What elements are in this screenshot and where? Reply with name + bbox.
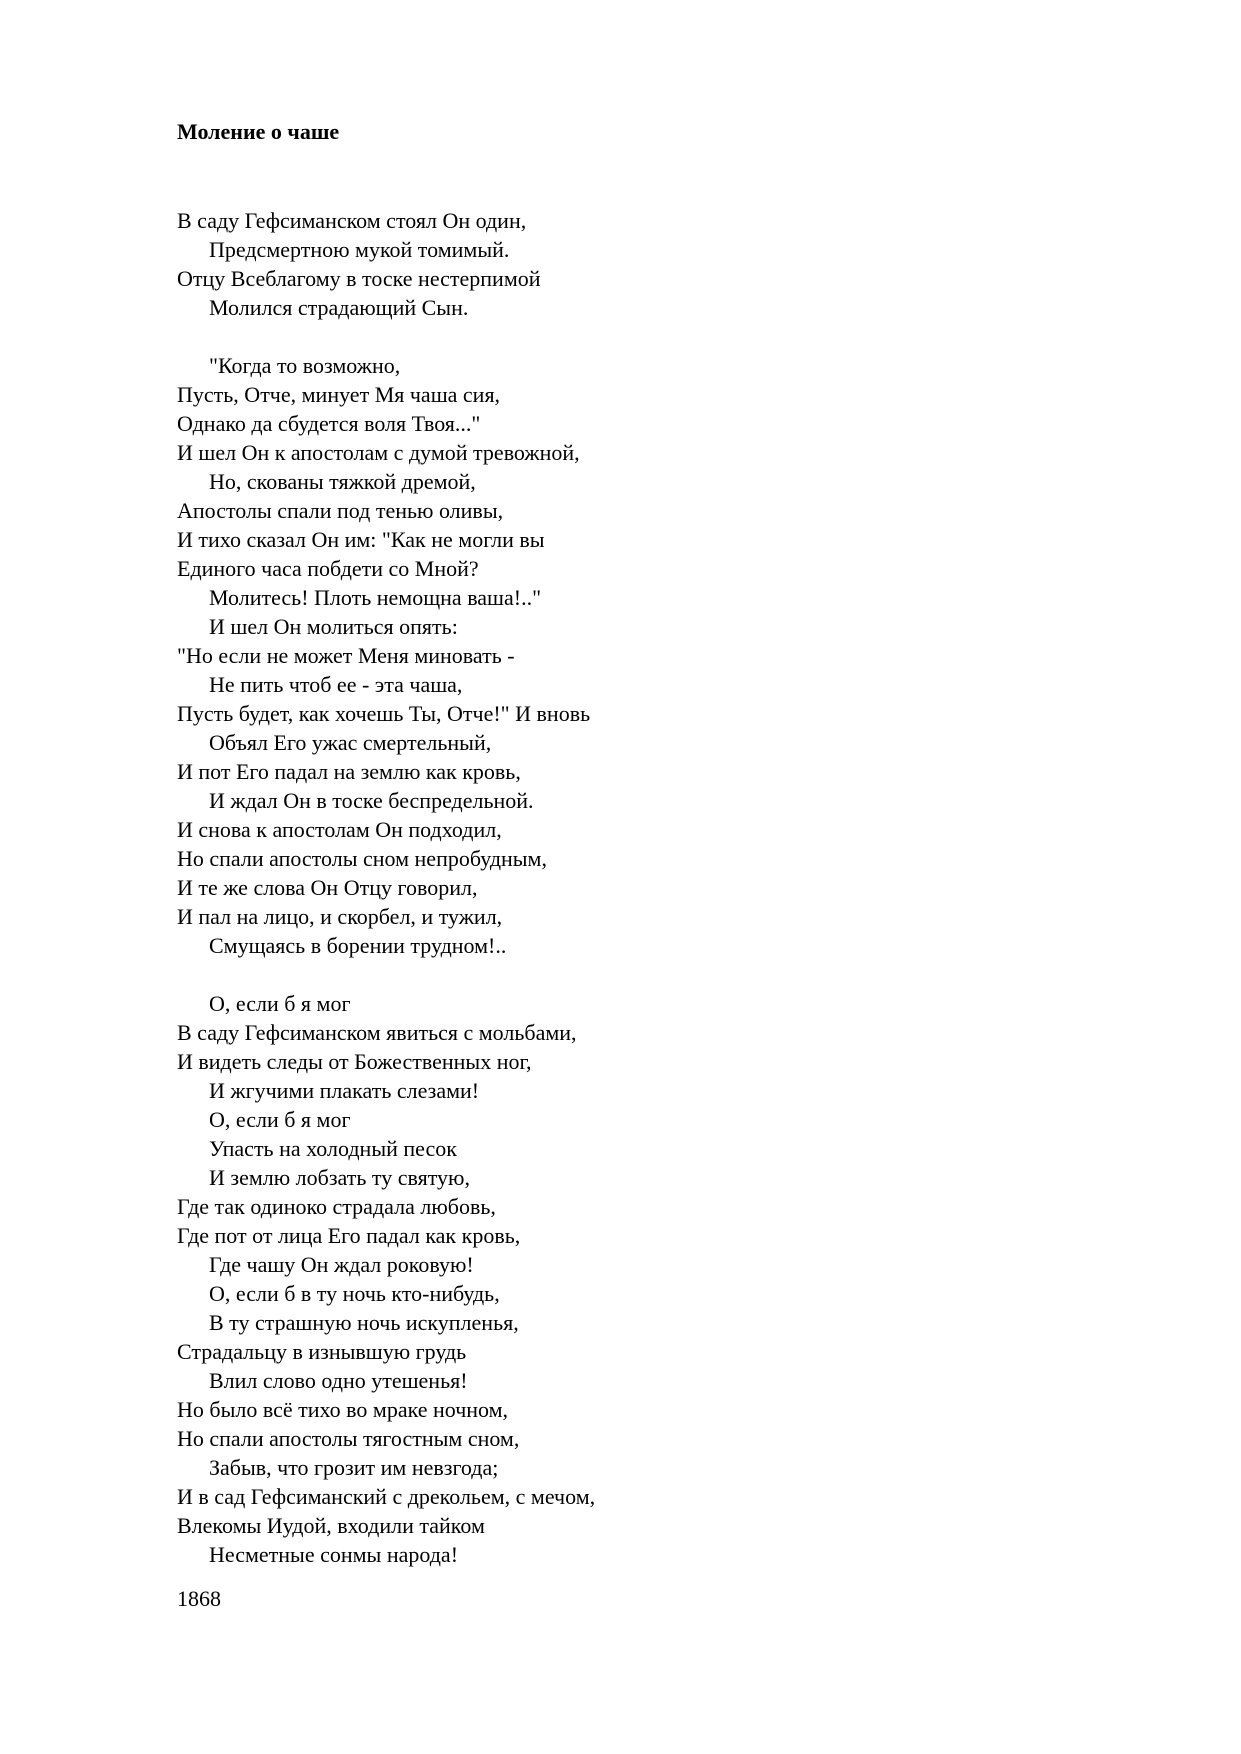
poem-title: Моление о чаше — [177, 119, 340, 144]
poem-line: И тихо сказал Он им: "Как не могли вы — [177, 527, 545, 552]
poem-line: "Но если не может Меня миновать - — [177, 643, 515, 668]
stanza — [177, 206, 1177, 322]
poem-line: Молитесь! Плоть немощна ваша!.." — [209, 585, 542, 610]
poem-line: И пал на лицо, и скорбел, и тужил, — [177, 904, 503, 929]
poem-line: Смущаясь в борении трудном!.. — [209, 933, 507, 958]
poem-line: И землю лобзать ту святую, — [209, 1165, 470, 1190]
poem-line: И шел Он к апостолам с думой тревожной, — [177, 440, 580, 465]
poem-line: И жгучими плакать слезами! — [209, 1078, 480, 1103]
poem-line: И в сад Гефсиманский с дрекольем, с мечом, — [177, 1484, 596, 1509]
poem-line: Страдальцу в изнывшую грудь — [177, 1339, 467, 1364]
poem-line: И шел Он молиться опять: — [209, 614, 458, 639]
poem-line: В саду Гефсиманском стоял Он один, — [177, 208, 527, 233]
poem-line: И ждал Он в тоске беспредельной. — [209, 788, 534, 813]
poem-line: Пусть будет, как хочешь Ты, Отче!" И вновь — [177, 701, 591, 726]
poem-line: Однако да сбудется воля Твоя..." — [177, 411, 481, 436]
poem-line: Не пить чтоб ее - эта чаша, — [209, 672, 463, 697]
poem-line: Отцу Всеблагому в тоске нестерпимой — [177, 266, 541, 291]
poem-line: Где чашу Он ждал роковую! — [209, 1252, 474, 1277]
poem-line: Несметные сонмы народа! — [209, 1542, 459, 1567]
poem-line: Но, скованы тяжкой дремой, — [209, 469, 476, 494]
poem-year: 1868 — [177, 1586, 221, 1611]
poem-line: Объял Его ужас смертельный, — [209, 730, 492, 755]
poem-line: В ту страшную ночь искупленья, — [209, 1310, 519, 1335]
poem-line: Где пот от лица Его падал как кровь, — [177, 1223, 521, 1248]
poem-line: Где так одиноко страдала любовь, — [177, 1194, 496, 1219]
poem-line: О, если б я мог — [209, 1107, 351, 1132]
poem-line: Но было всё тихо во мраке ночном, — [177, 1397, 509, 1422]
poem-line: Упасть на холодный песок — [209, 1136, 457, 1161]
poem-line: Влил слово одно утешенья! — [209, 1368, 468, 1393]
poem-line: В саду Гефсиманском явиться с мольбами, — [177, 1020, 577, 1045]
poem-line: Апостолы спали под тенью оливы, — [177, 498, 504, 523]
poem-line: И те же слова Он Отцу говорил, — [177, 875, 478, 900]
poem-line: Но спали апостолы тягостным сном, — [177, 1426, 520, 1451]
poem-line: Влекомы Иудой, входили тайком — [177, 1513, 485, 1538]
poem-line: Но спали апостолы сном непробудным, — [177, 846, 547, 871]
stanza — [177, 351, 1177, 960]
poem-line: "Когда то возможно, — [209, 353, 401, 378]
poem-body — [177, 206, 1177, 1569]
poem-line: Молился страдающий Сын. — [209, 295, 469, 320]
poem-line: И снова к апостолам Он подходил, — [177, 817, 502, 842]
stanza — [177, 989, 1177, 1569]
poem-line: И видеть следы от Божественных ног, — [177, 1049, 532, 1074]
poem-line: Единого часа побдети со Мной? — [177, 556, 479, 581]
poem-line: Пусть, Отче, минует Мя чаша сия, — [177, 382, 501, 407]
poem-line: О, если б я мог — [209, 991, 351, 1016]
poem-line: И пот Его падал на землю как кровь, — [177, 759, 521, 784]
poem-line: Забыв, что грозит им невзгода; — [209, 1455, 499, 1480]
poem-line: О, если б в ту ночь кто-нибудь, — [209, 1281, 500, 1306]
poem-line: Предсмертною мукой томимый. — [209, 237, 510, 262]
